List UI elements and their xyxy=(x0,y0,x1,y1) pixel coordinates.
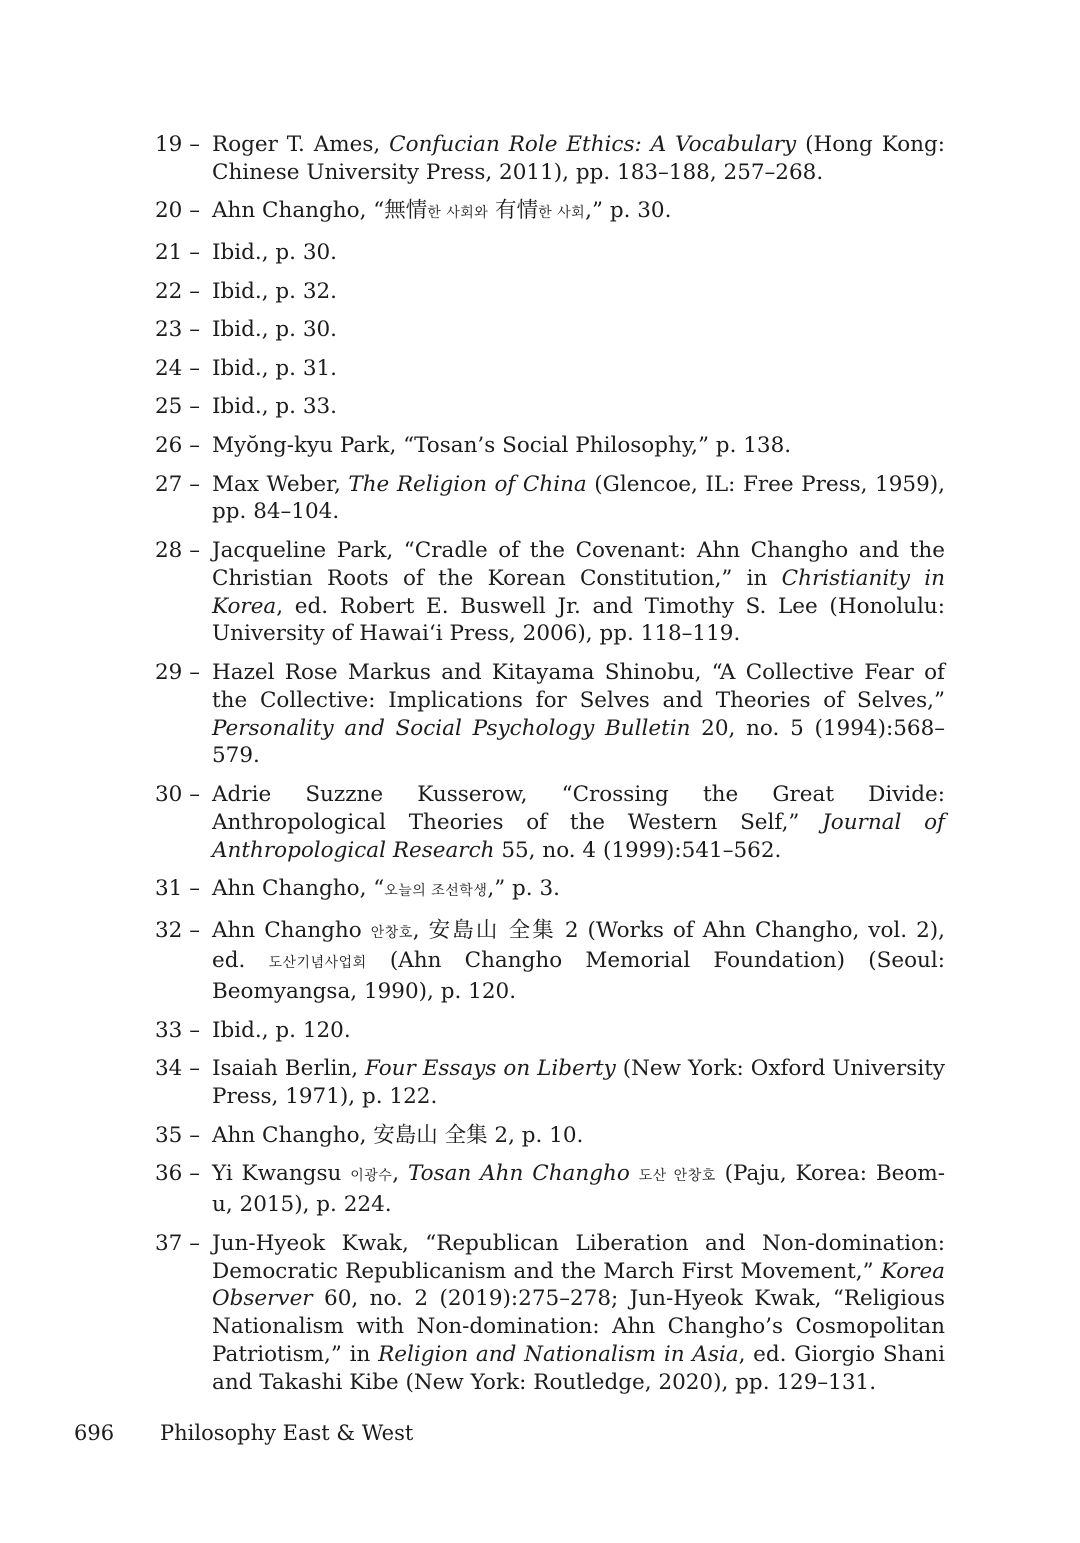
endnote-text xyxy=(212,355,945,383)
endnote-item xyxy=(155,537,945,648)
endnote-number: 27 – xyxy=(155,471,200,497)
italic-title: Tosan Ahn Changho xyxy=(407,1161,630,1187)
endnote-number: 30 – xyxy=(155,781,200,807)
endnote-text xyxy=(212,1055,945,1111)
endnote-number: 32 – xyxy=(155,917,200,943)
citation-text: Yi Kwangsu xyxy=(212,1161,351,1187)
endnote-item xyxy=(155,917,945,1006)
korean-text: 도산기념사업회 xyxy=(268,955,367,972)
endnote-item xyxy=(155,1017,945,1045)
endnote-text xyxy=(212,1017,945,1045)
citation-text: (Ahn Changho Memorial Foundation) (Seoul: Beomyangsa, 1990), p. 120. xyxy=(212,948,945,1005)
endnote-item xyxy=(155,355,945,383)
italic-title: Confucian Role Ethics: A Vocabulary xyxy=(389,132,797,157)
citation-text: Ibid., p. 31. xyxy=(212,355,338,381)
endnote-number: 24 – xyxy=(155,355,200,381)
endnote-number: 34 – xyxy=(155,1056,200,1082)
italic-title: Personality and Social Psychology Bulletin xyxy=(212,715,691,741)
endnote-item xyxy=(155,471,945,527)
endnote-item xyxy=(155,278,945,306)
korean-text: 한 사회와 xyxy=(427,205,489,222)
endnote-item xyxy=(155,197,945,228)
endnote-text xyxy=(212,316,945,344)
endnote-item xyxy=(155,1055,945,1111)
endnote-text xyxy=(212,1160,945,1219)
endnote-text xyxy=(212,875,945,906)
citation-text: Isaiah Berlin, xyxy=(212,1056,365,1082)
citation-text: 20, no. 5 (1994):568–579. xyxy=(212,715,945,769)
citation-text: Ibid., p. 120. xyxy=(212,1017,351,1043)
citation-text: , 安島山 全集 2 (Works of Ahn Changho, vol. 2), ed. xyxy=(212,917,945,974)
endnote-item xyxy=(155,659,945,770)
citation-text: Ibid., p. 30. xyxy=(212,239,338,265)
endnote-text xyxy=(212,239,945,267)
italic-title: Korea Observer xyxy=(212,1258,945,1312)
endnote-item xyxy=(155,1122,945,1150)
endnote-text xyxy=(212,1122,945,1150)
endnote-text xyxy=(212,537,945,648)
korean-text: 도산 안창호 xyxy=(638,1168,716,1185)
korean-text: 이광수 xyxy=(350,1168,393,1185)
endnote-item xyxy=(155,393,945,421)
endnotes-list xyxy=(155,131,945,1407)
endnote-text xyxy=(212,432,945,460)
italic-title: The Religion of China xyxy=(348,471,587,497)
citation-text: (Hong Kong: Chinese University Press, 2011), pp. 183–188, 257–268. xyxy=(212,132,945,185)
italic-title: Four Essays on Liberty xyxy=(364,1056,616,1082)
citation-text: Myŏng-kyu Park, “Tosan’s Social Philosophy,” p. 138. xyxy=(212,432,792,458)
korean-text: 오늘의 조선학생 xyxy=(384,883,488,900)
endnote-text xyxy=(212,917,945,1006)
endnote-text xyxy=(212,131,945,187)
korean-text: 한 사회 xyxy=(538,205,586,222)
citation-text: , ed. Robert E. Buswell Jr. and Timothy S. Lee (Honolulu: University of Hawai‘i Press, 2006), pp. 118–119. xyxy=(212,593,945,647)
citation-text: Ahn Changho, “ xyxy=(212,876,385,902)
endnote-item xyxy=(155,1160,945,1219)
endnote-number: 31 – xyxy=(155,876,200,902)
citation-text xyxy=(630,1161,639,1186)
endnote-item xyxy=(155,781,945,864)
citation-text: Ahn Changho, “無情 xyxy=(212,198,428,224)
citation-text: (Paju, Korea: Beom-u, 2015), p. 224. xyxy=(212,1161,946,1218)
citation-text: Jun-Hyeok Kwak, “Republican Liberation and Non-domination: Democratic Republicanism and the March First Movement,” xyxy=(212,1230,945,1284)
endnote-number: 35 – xyxy=(155,1122,200,1148)
endnote-number: 36 – xyxy=(155,1161,200,1187)
citation-text: Ibid., p. 32. xyxy=(212,278,338,304)
journal-title: Philosophy East & West xyxy=(160,1421,414,1445)
endnote-text xyxy=(212,393,945,421)
endnote-number: 25 – xyxy=(155,394,200,420)
endnote-text xyxy=(212,659,945,770)
endnote-text xyxy=(212,278,945,306)
italic-title: Journal of Anthropological Research xyxy=(212,809,945,863)
citation-text: 60, no. 2 (2019):275–278; Jun-Hyeok Kwak, “Religious Nationalism with Non-domination: Ahn Changho’s Cosmopolitan Patriotism,” in xyxy=(212,1286,945,1368)
endnote-number: 23 – xyxy=(155,317,200,343)
page-footer xyxy=(74,1419,413,1447)
citation-text: ,” p. 3. xyxy=(487,876,560,902)
endnote-item xyxy=(155,875,945,906)
endnote-item xyxy=(155,239,945,267)
citation-text: Ahn Changho xyxy=(212,917,371,943)
endnote-item xyxy=(155,1230,945,1397)
endnote-number: 28 – xyxy=(155,537,200,563)
endnote-item xyxy=(155,316,945,344)
endnote-number: 20 – xyxy=(155,198,200,224)
endnote-text xyxy=(212,1230,945,1397)
citation-text: , ed. Giorgio Shani and Takashi Kibe (New York: Routledge, 2020), pp. 129–131. xyxy=(212,1342,946,1395)
endnote-number: 33 – xyxy=(155,1017,200,1043)
citation-text: Ibid., p. 30. xyxy=(212,317,338,343)
citation-text: Max Weber, xyxy=(212,471,349,497)
endnote-number: 37 – xyxy=(155,1230,200,1256)
citation-text: 55, no. 4 (1999):541–562. xyxy=(494,837,782,863)
endnote-number: 26 – xyxy=(155,432,200,458)
endnote-item xyxy=(155,432,945,460)
endnote-text xyxy=(212,781,945,864)
italic-title: Christianity in Korea xyxy=(212,565,945,619)
citation-text: Adrie Suzzne Kusserow, “Crossing the Great Divide: Anthropological Theories of the Western Self,” xyxy=(212,781,945,835)
citation-text: Roger T. Ames, xyxy=(212,132,390,157)
korean-text: 안창호 xyxy=(370,924,413,941)
citation-text: ,” p. 30. xyxy=(585,198,672,224)
citation-text: Hazel Rose Markus and Kitayama Shinobu, “A Collective Fear of the Collective: Implications for Selves and Theories of Selves,” xyxy=(212,659,945,713)
citation-text: Ahn Changho, 安島山 全集 2, p. 10. xyxy=(212,1122,584,1148)
citation-text: (Glencoe, IL: Free Press, 1959), pp. 84–104. xyxy=(212,471,945,525)
endnote-number: 22 – xyxy=(155,278,200,304)
endnote-item xyxy=(155,131,945,187)
citation-text: Ibid., p. 33. xyxy=(212,394,338,420)
endnote-number: 21 – xyxy=(155,239,200,265)
endnote-text xyxy=(212,197,945,228)
page-number: 696 xyxy=(74,1421,115,1445)
citation-text: (New York: Oxford University Press, 1971), p. 122. xyxy=(212,1056,945,1110)
italic-title: Religion and Nationalism in Asia xyxy=(378,1342,739,1368)
citation-text: Jacqueline Park, “Cradle of the Covenant: Ahn Changho and the Christian Roots of the Korean Constitution,” in xyxy=(212,537,945,591)
citation-text: , xyxy=(392,1161,408,1187)
citation-text: 有情 xyxy=(488,198,539,224)
endnote-number: 29 – xyxy=(155,659,200,685)
endnote-number: 19 – xyxy=(155,132,200,157)
endnote-text xyxy=(212,471,945,527)
